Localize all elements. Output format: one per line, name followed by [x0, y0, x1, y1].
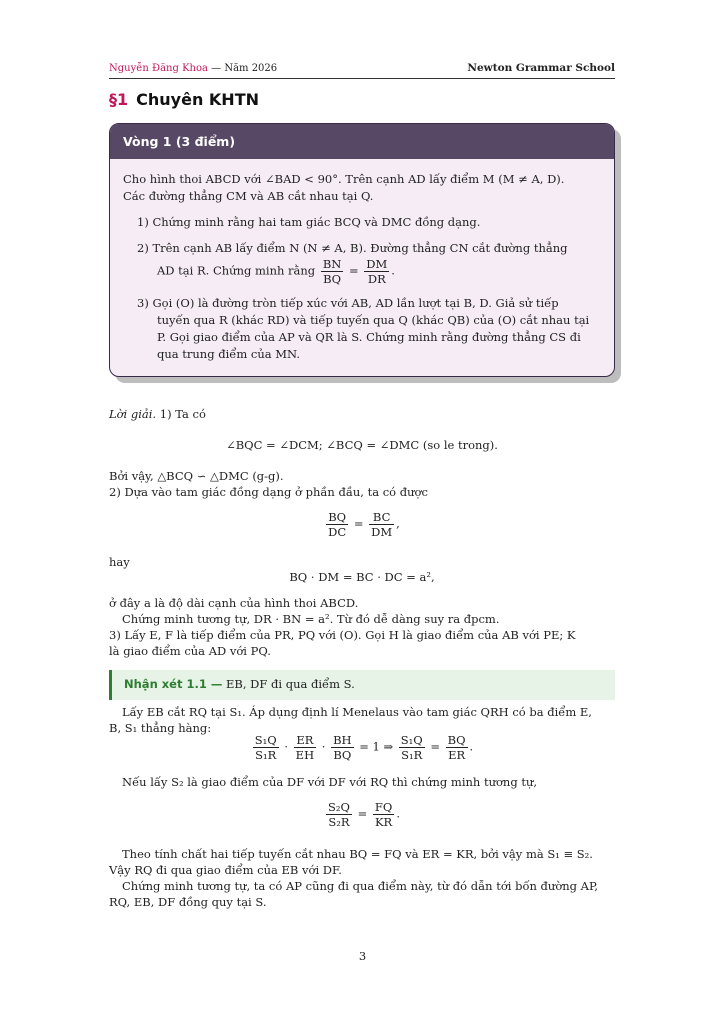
page-header	[109, 62, 615, 79]
dot: ·	[321, 739, 326, 754]
frac-num: BQ	[447, 733, 466, 747]
solution-line-8: là giao điểm của AD với PQ.	[109, 644, 271, 658]
remark-line-2: B, S₁ thẳng hàng:	[109, 721, 212, 735]
problem-item-3-line-4: qua trung điểm của MN.	[157, 347, 301, 361]
frac-den: S₁R	[255, 748, 277, 762]
frac-num: BQ	[326, 510, 348, 525]
remark-line-3: Nếu lấy S₂ là giao điểm của DF với DF với RQ thì chứng minh tương tự,	[122, 775, 538, 789]
remark-line-4: Theo tính chất hai tiếp tuyến cắt nhau BQ = FQ và ER = KR, bởi vậy mà S₁ ≡ S₂.	[122, 847, 593, 861]
solution-step-1: 1) Ta có	[156, 407, 206, 421]
remark-line-1: Lấy EB cắt RQ tại S₁. Áp dụng định lí Menelaus vào tam giác QRH có ba điểm E,	[122, 705, 592, 719]
equation-product: BQ · DM = BC · DC = a²,	[289, 570, 435, 584]
frac-den: S₁R	[401, 748, 423, 762]
section-number: §1	[109, 90, 129, 109]
frac-den: EH	[295, 748, 315, 762]
frac-den: BQ	[333, 748, 352, 762]
solution-line-7: 3) Lấy E, F là tiếp điểm của PR, PQ với (O). Gọi H là giao điểm của AB với PE; K	[109, 628, 576, 642]
fraction-bn-bq	[321, 257, 344, 286]
problem-intro-1: Cho hình thoi ABCD với ∠BAD < 90°. Trên cạnh AD lấy điểm M (M ≠ A, D).	[123, 172, 565, 186]
problem-item-2-line-2	[123, 257, 601, 287]
equals-sign: =	[357, 806, 368, 821]
implies: = 1 ⇒	[359, 739, 394, 754]
remark-line-7: RQ, EB, DF đồng quy tại S.	[109, 895, 267, 909]
frac-den: KR	[374, 815, 393, 829]
page-number: 3	[358, 949, 367, 963]
fraction-bh-bq	[331, 733, 353, 762]
solution-intro	[109, 406, 206, 423]
fraction-dm-dr	[364, 257, 389, 286]
equals-sign: =	[353, 516, 364, 531]
remark-line-6: Chứng minh tương tự, ta có AP cũng đi qua điểm này, từ đó dẫn tới bốn đường AP,	[122, 879, 599, 893]
dot: ·	[284, 739, 289, 754]
fraction-bq-dc	[326, 510, 348, 539]
remark-label: Nhận xét 1.1 —	[124, 677, 223, 691]
frac-num: FQ	[374, 800, 393, 814]
frac-num: S₂Q	[328, 800, 350, 814]
period: .	[469, 739, 474, 754]
equation-menelaus	[109, 733, 615, 762]
solution-line-3: 2) Dựa vào tam giác đồng dạng ở phần đầu, ta có được	[109, 485, 428, 499]
period: .	[396, 806, 400, 821]
header-year: — Năm 2026	[207, 63, 278, 74]
problem-title: Vòng 1 (3 điểm)	[110, 124, 614, 159]
solution-line-5: ở đây a là độ dài cạnh của hình thoi ABCD.	[109, 596, 359, 610]
solution-hay: hay	[109, 555, 130, 569]
problem-box	[109, 123, 615, 377]
remark-heading	[124, 677, 355, 691]
problem-item-2-text: AD tại R. Chứng minh rằng	[157, 263, 316, 278]
problem-item-2-line-1: 2) Trên cạnh AB lấy điểm N (N ≠ A, B). Đường thẳng CN cắt đường thẳng	[137, 241, 568, 255]
equals-sign: =	[349, 263, 359, 278]
problem-item-3-line-3: P. Gọi giao điểm của AP và QR là S. Chứng minh rằng đường thẳng CS đi	[157, 330, 581, 344]
fraction-er-eh	[294, 733, 316, 762]
frac-den: DM	[371, 525, 393, 539]
frac-den: ER	[448, 748, 466, 762]
solution-label: Lời giải.	[109, 407, 157, 421]
frac-den: DC	[328, 525, 347, 539]
solution-line-6: Chứng minh tương tự, DR · BN = a². Từ đó dễ dàng suy ra đpcm.	[122, 612, 500, 626]
equals-sign: =	[430, 739, 440, 754]
problem-item-1: 1) Chứng minh rằng hai tam giác BCQ và DMC đồng dạng.	[137, 215, 481, 229]
frac-num: S₁Q	[254, 733, 277, 747]
problem-body	[110, 171, 614, 363]
equation-angles: ∠BQC = ∠DCM; ∠BCQ = ∠DMC (so le trong).	[226, 438, 498, 452]
fraction-bc-dm	[369, 510, 394, 539]
period: .	[391, 263, 395, 278]
frac-num: S₁Q	[400, 733, 423, 747]
problem-intro-2: Các đường thẳng CM và AB cắt nhau tại Q.	[123, 189, 374, 203]
header-left	[109, 63, 277, 74]
fraction-s1q-s1r-2	[399, 733, 425, 762]
frac-den: DR	[367, 272, 386, 286]
equation-ratio	[109, 510, 615, 539]
frac-num: DM	[366, 257, 388, 271]
comma: ,	[396, 516, 400, 531]
remark-line-5: Vậy RQ đi qua giao điểm của EB với DF.	[109, 863, 342, 877]
section-heading	[109, 90, 259, 109]
frac-num: BN	[322, 257, 342, 271]
fraction-bq-er	[446, 733, 468, 762]
fraction-fq-kr	[373, 800, 394, 829]
problem-item-3-line-2: tuyến qua R (khác RD) và tiếp tuyến qua Q (khác QB) của (O) cắt nhau tại	[157, 313, 590, 327]
frac-den: S₂R	[328, 815, 350, 829]
header-school: Newton Grammar School	[467, 62, 615, 74]
equation-s2	[109, 800, 615, 829]
frac-num: BC	[369, 510, 394, 525]
frac-den: BQ	[323, 272, 342, 286]
problem-item-3-line-1: 3) Gọi (O) là đường tròn tiếp xúc với AB, AD lần lượt tại B, D. Giả sử tiếp	[137, 296, 559, 310]
header-author: Nguyễn Đăng Khoa	[109, 63, 208, 74]
frac-num: BH	[333, 733, 352, 747]
frac-num: ER	[294, 733, 316, 748]
fraction-s2q-s2r	[326, 800, 352, 829]
remark-text: EB, DF đi qua điểm S.	[222, 677, 355, 691]
fraction-s1q-s1r	[253, 733, 279, 762]
remark-bar	[109, 670, 112, 700]
section-title: Chuyên KHTN	[136, 90, 259, 109]
solution-line-2: Bởi vậy, △BCQ ∽ △DMC (g-g).	[109, 469, 284, 483]
